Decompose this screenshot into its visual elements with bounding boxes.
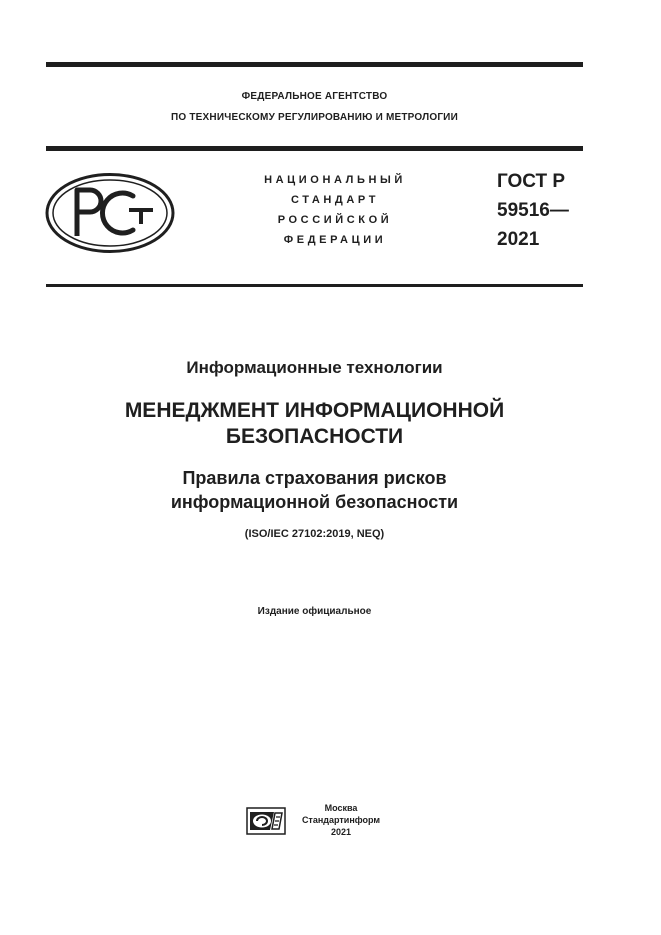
standard-type-line-3: РОССИЙСКОЙ — [277, 214, 393, 226]
middle-rule — [46, 146, 583, 151]
subtitle-line-2: информационной безопасности — [170, 492, 459, 512]
series-title: Информационные технологии — [186, 358, 443, 377]
standard-type-line-4: ФЕДЕРАЦИИ — [283, 234, 387, 246]
agency-name-line-2: ПО ТЕХНИЧЕСКОМУ РЕГУЛИРОВАНИЮ И МЕТРОЛОГИИ — [171, 112, 458, 123]
standard-type-line-1: НАЦИОНАЛЬНЫЙ — [264, 174, 406, 186]
subtitle-line-1: Правила страхования рисков — [182, 468, 447, 488]
gost-designation-line-2: 59516— — [497, 200, 569, 221]
gost-designation-line-1: ГОСТ Р — [497, 171, 566, 192]
iso-reference: (ISO/IEC 27102:2019, NEQ) — [244, 528, 385, 540]
publisher-name: Стандартинформ — [301, 815, 381, 825]
gost-designation-line-3: 2021 — [497, 229, 540, 250]
publisher-year: 2021 — [330, 827, 352, 837]
main-title-line-2: БЕЗОПАСНОСТИ — [225, 425, 404, 448]
top-rule — [46, 62, 583, 67]
bottom-rule — [46, 284, 583, 287]
agency-name-line-1: ФЕДЕРАЛЬНОЕ АГЕНТСТВО — [241, 91, 388, 102]
publisher-city: Москва — [324, 803, 358, 813]
standard-type-line-2: СТАНДАРТ — [290, 194, 380, 206]
edition-note: Издание официальное — [257, 606, 372, 617]
gost-r-emblem-icon — [44, 172, 176, 254]
main-title-line-1: МЕНЕДЖМЕНТ ИНФОРМАЦИОННОЙ — [124, 399, 505, 422]
standartinform-logo-icon — [246, 807, 286, 835]
